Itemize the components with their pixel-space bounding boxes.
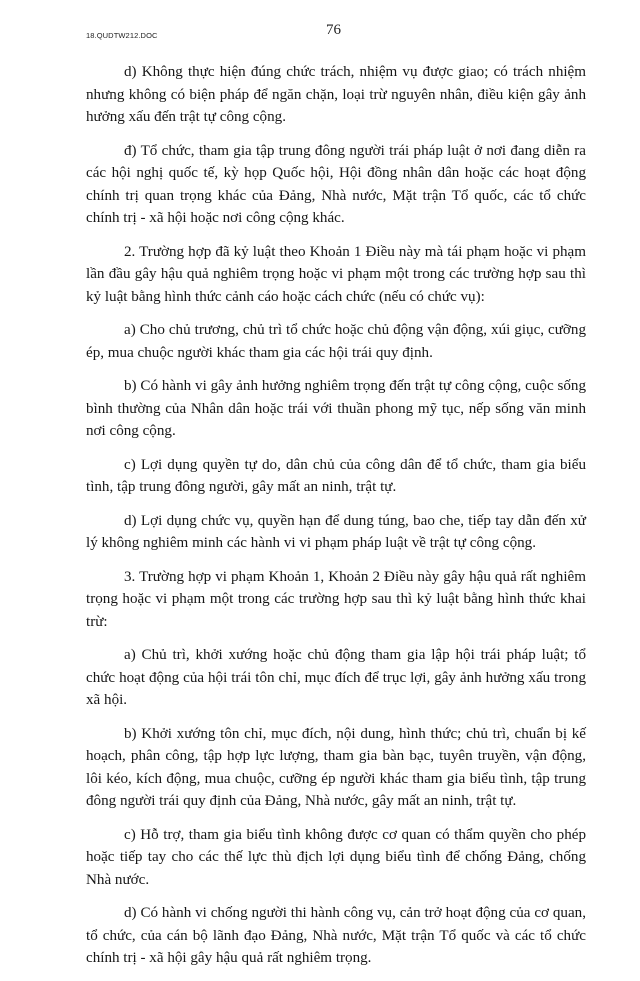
paragraph-3c: c) Hỗ trợ, tham gia biểu tình không được cơ quan có thẩm quyền cho phép hoặc tiếp tay cho các thế lực thù địch lợi dụng biểu tình để chống Đảng, chống Nhà nước. [86,826,586,888]
paragraph-3a: a) Chủ trì, khởi xướng hoặc chủ động tham gia lập hội trái pháp luật; tổ chức hoạt động của hội trái tôn chỉ, mục đích để trục lợi, gây ảnh hưởng xấu trong xã hội. [86,647,586,708]
paragraph-1dd: đ) Tổ chức, tham gia tập trung đông người trái pháp luật ở nơi đang diễn ra các hội nghị quốc tế, kỳ họp Quốc hội, Hội đồng nhân dân hoặc các hoạt động chính trị quan trọng khác của Đảng, Nhà nước, Mặt trận Tổ quốc, các tổ chức chính trị - xã hội hoặc nơi công cộng khác. [86,142,586,226]
paragraph-2d: d) Lợi dụng chức vụ, quyền hạn để dung túng, bao che, tiếp tay dẫn đến xử lý không nghiêm minh các hành vi vi phạm pháp luật về trật tự công cộng. [86,512,586,551]
clause-3: 3. Trường hợp vi phạm Khoản 1, Khoản 2 Điều này gây hậu quả rất nghiêm trọng hoặc vi phạm một trong các trường hợp sau thì kỷ luật bằng hình thức khai trừ: [86,568,586,630]
page-number: 76 [326,22,341,38]
document-body [86,61,586,981]
paragraph-3b: b) Khởi xướng tôn chỉ, mục đích, nội dung, hình thức; chủ trì, chuẩn bị kế hoạch, phân công, tập hợp lực lượng, tham gia bàn bạc, tuyên truyền, vận động, lôi kéo, kích động, mua chuộc, cưỡng ép người khác tham gia biểu tình, tập trung đông người trái quy định của Đảng, Nhà nước, gây mất an ninh, trật tự. [86,725,586,809]
paragraph-2b: b) Có hành vi gây ảnh hưởng nghiêm trọng đến trật tự công cộng, cuộc sống bình thường của Nhân dân hoặc trái với thuần phong mỹ tục, nếp sống văn minh nơi công cộng. [86,378,586,439]
clause-2: 2. Trường hợp đã kỷ luật theo Khoản 1 Điều này mà tái phạm hoặc vi phạm lần đầu gây hậu quả nghiêm trọng hoặc vi phạm một trong các trường hợp sau thì kỷ luật bằng hình thức cảnh cáo hoặc cách chức (nếu có chức vụ): [86,243,586,305]
paragraph-3d: d) Có hành vi chống người thi hành công vụ, cản trở hoạt động của cơ quan, tổ chức, của cán bộ lãnh đạo Đảng, Nhà nước, Mặt trận Tổ quốc và các tổ chức chính trị - xã hội gây hậu quả rất nghiêm trọng. [86,905,586,966]
file-name-label: 18.QUDTW212.DOC [86,31,158,40]
paragraph-2a: a) Cho chủ trương, chủ trì tổ chức hoặc chủ động vận động, xúi giục, cưỡng ép, mua chuộc người khác tham gia các hội trái quy định. [86,322,586,361]
paragraph-1d: d) Không thực hiện đúng chức trách, nhiệm vụ được giao; có trách nhiệm nhưng không có biện pháp để ngăn chặn, loại trừ nguyên nhân, điều kiện gây ảnh hưởng xấu đến trật tự công cộng. [86,64,586,125]
paragraph-2c: c) Lợi dụng quyền tự do, dân chủ của công dân để tổ chức, tham gia biểu tình, tập trung đông người, gây mất an ninh, trật tự. [86,456,586,495]
